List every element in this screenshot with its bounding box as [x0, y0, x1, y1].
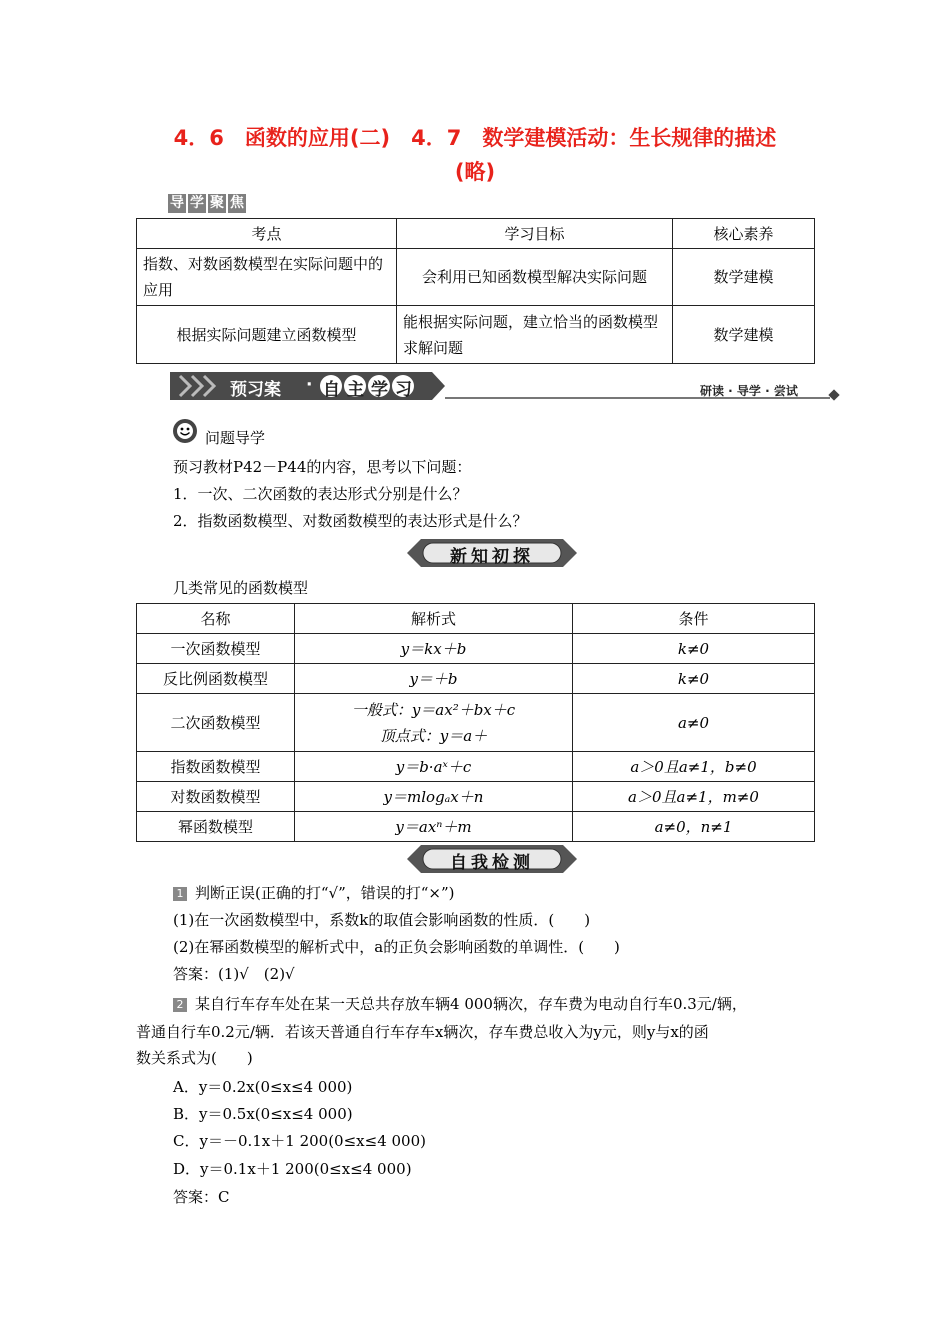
exercise-number-badge: 1	[173, 887, 187, 901]
objectives-cell: 根据实际问题建立函数模型	[137, 306, 397, 364]
model-formula: y＝axⁿ＋m	[295, 812, 573, 842]
guide-tag-char: 学	[190, 195, 204, 211]
model-name: 指数函数模型	[137, 752, 295, 782]
model-condition: k≠0	[573, 664, 815, 694]
model-formula: y＝b·aˣ＋c	[295, 752, 573, 782]
model-name: 二次函数模型	[137, 694, 295, 752]
exercise-1-answer: 答案：(1)√ (2)√	[173, 965, 295, 983]
model-condition: a＞0且a≠1，b≠0	[573, 752, 815, 782]
banner-right-text: 自主学习	[323, 380, 419, 400]
model-formula-vertex: 顶点式：y＝a＋	[379, 726, 488, 745]
preview-banner	[170, 372, 445, 400]
exercise-2-option: D．y＝0.1x＋1 200(0≤x≤4 000)	[173, 1160, 412, 1178]
diamond-icon	[828, 389, 839, 400]
exercise-1-stem-row	[173, 882, 455, 903]
exercise-2-answer: 答案：C	[173, 1188, 230, 1206]
model-formula: y＝＋b	[295, 664, 573, 694]
exercise-2-stem-cont: 数关系式为( )	[136, 1049, 253, 1067]
objectives-cell: 会利用已知函数模型解决实际问题	[397, 249, 673, 306]
self-check-label: 自我检测	[450, 853, 534, 873]
exercise-2-stem-cont: 普通自行车0.2元/辆．若该天普通自行车存车x辆次，存车费总收入为y元，则y与x的函	[136, 1023, 709, 1041]
banner-left-text: 预习案	[230, 380, 281, 400]
banner-side-text: 研读 · 导学 · 尝试	[700, 384, 798, 398]
exercise-2-option: C．y＝－0.1x＋1 200(0≤x≤4 000)	[173, 1132, 426, 1150]
smiley-icon	[172, 418, 198, 448]
model-formula: y＝mlogₐx＋n	[295, 782, 573, 812]
model-condition: a≠0	[573, 694, 815, 752]
exercise-1-item-1: (1)在一次函数模型中，系数k的取值会影响函数的性质．( )	[173, 911, 591, 929]
model-formula: 一般式：y＝ax²＋bx＋c	[351, 700, 516, 719]
model-condition: k≠0	[573, 634, 815, 664]
objectives-cell: 指数、对数函数模型在实际问题中的应用	[137, 249, 397, 306]
model-condition: a＞0且a≠1，m≠0	[573, 782, 815, 812]
exercise-2-option: B．y＝0.5x(0≤x≤4 000)	[173, 1105, 353, 1123]
models-table	[136, 603, 815, 842]
new-knowledge-label: 新知初探	[450, 547, 534, 567]
models-header: 条件	[573, 604, 815, 634]
banner-dot: ·	[306, 375, 313, 395]
objectives-header: 学习目标	[397, 219, 673, 249]
exercise-2-stem-row	[173, 993, 747, 1014]
page-title-continued: (略)	[454, 160, 496, 184]
exercise-1-stem: 判断正误(正确的打“√”，错误的打“×”)	[195, 884, 455, 902]
model-name: 反比例函数模型	[137, 664, 295, 694]
guide-tag-char: 焦	[230, 195, 244, 211]
objectives-header: 核心素养	[673, 219, 815, 249]
objectives-cell: 数学建模	[673, 249, 815, 306]
model-condition: a≠0，n≠1	[573, 812, 815, 842]
model-name: 一次函数模型	[137, 634, 295, 664]
guide-tag	[168, 194, 246, 213]
objectives-header: 考点	[137, 219, 397, 249]
self-check-banner	[407, 845, 577, 873]
exercise-number-badge: 2	[173, 998, 187, 1012]
question-2: 2．指数函数模型、对数函数模型的表达形式是什么？	[173, 512, 528, 530]
models-header: 解析式	[295, 604, 573, 634]
objectives-cell: 能根据实际问题，建立恰当的函数模型求解问题	[397, 306, 673, 364]
models-header: 名称	[137, 604, 295, 634]
models-caption: 几类常见的函数模型	[173, 579, 309, 597]
guide-tag-char: 导	[170, 195, 184, 211]
page-title: 4．6 函数的应用(二) 4．7 数学建模活动：生长规律的描述	[173, 126, 777, 150]
objectives-table	[136, 218, 815, 364]
objectives-cell: 数学建模	[673, 306, 815, 364]
model-name: 幂函数模型	[137, 812, 295, 842]
model-formula: y＝kx＋b	[295, 634, 573, 664]
guide-tag-char: 聚	[210, 195, 224, 211]
model-formula-cell	[295, 694, 573, 752]
exercise-2-option: A．y＝0.2x(0≤x≤4 000)	[173, 1078, 353, 1096]
question-guide-heading: 问题导学	[205, 429, 266, 447]
exercise-1-item-2: (2)在幂函数模型的解析式中，a的正负会影响函数的单调性．( )	[173, 938, 620, 956]
new-knowledge-banner	[407, 539, 577, 567]
question-1: 1．一次、二次函数的表达形式分别是什么？	[173, 485, 468, 503]
exercise-2-stem: 某自行车存车处在某一天总共存放车辆4 000辆次，存车费为电动自行车0.3元/辆，	[195, 995, 747, 1013]
model-name: 对数函数模型	[137, 782, 295, 812]
question-guide-intro: 预习教材P42－P44的内容，思考以下问题：	[173, 458, 472, 476]
